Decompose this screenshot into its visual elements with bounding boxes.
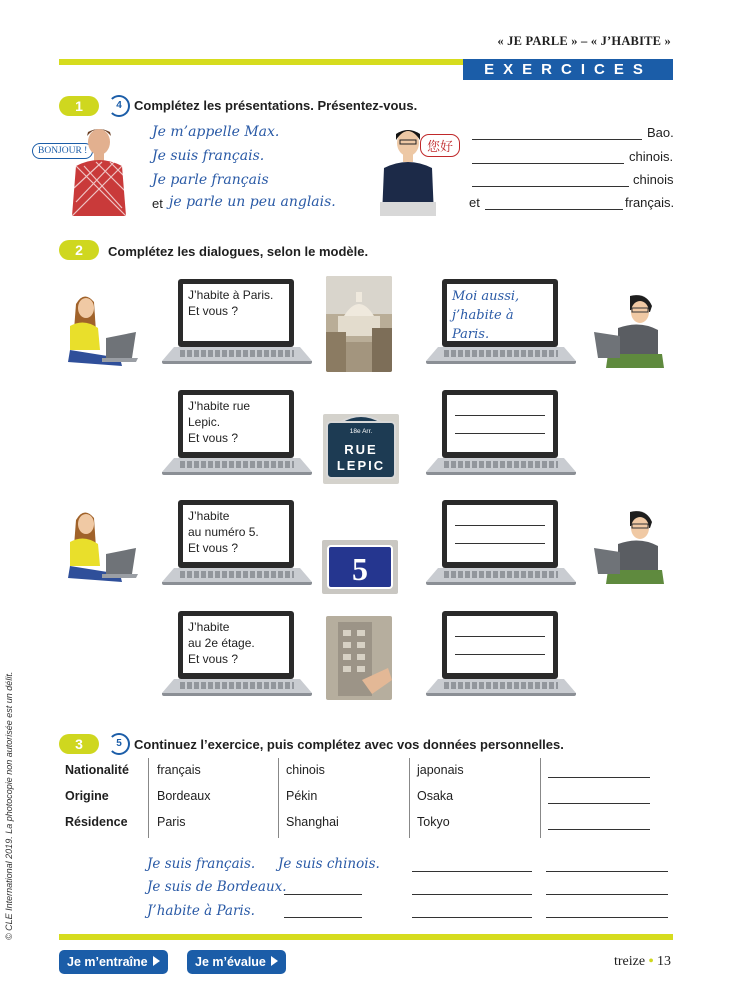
answer-line[interactable] bbox=[455, 526, 545, 544]
table-divider bbox=[278, 758, 279, 838]
table-divider bbox=[148, 758, 149, 838]
page-number-value: 13 bbox=[657, 954, 671, 969]
cell: Osaka bbox=[417, 789, 454, 803]
laptop-left-1 bbox=[162, 279, 312, 369]
answer-line[interactable] bbox=[455, 416, 545, 434]
answer-line[interactable] bbox=[455, 508, 545, 526]
cell: Paris bbox=[157, 815, 186, 829]
exercise-1-number: 1 bbox=[59, 96, 99, 116]
chapter-title: « JE PARLE » – « J’HABITE » bbox=[497, 34, 671, 48]
plate-number-text: 5 bbox=[352, 551, 368, 587]
row-label: Origine bbox=[65, 789, 109, 803]
example-sentence: Je suis français. bbox=[147, 856, 256, 872]
example-sentence: Je suis de Bordeaux. bbox=[147, 879, 287, 895]
example-sentence: J’habite à Paris. bbox=[147, 903, 255, 919]
screen-text: J’habite au numéro 5. Et vous ? bbox=[183, 505, 289, 562]
answer-line[interactable] bbox=[548, 829, 650, 830]
exercise-2-instruction: Complétez les dialogues, selon le modèle. bbox=[108, 244, 369, 259]
girl-laptop-illustration bbox=[62, 508, 142, 586]
audio-track-icon[interactable]: 4 bbox=[108, 95, 130, 117]
screen-answer-text: Moi aussi, j’habite à Paris. bbox=[447, 284, 553, 341]
sign-line-1: RUE bbox=[344, 442, 378, 457]
cell: Pékin bbox=[286, 789, 318, 803]
table-row bbox=[65, 815, 665, 839]
button-label: Je m’évalue bbox=[195, 955, 266, 969]
sign-line-2: LEPIC bbox=[336, 458, 386, 473]
laptop-left-3 bbox=[162, 500, 312, 590]
exercise-1-instruction: Complétez les présentations. Présentez-vous. bbox=[134, 98, 418, 113]
table-row bbox=[65, 789, 665, 813]
max-line-1: Je m’appelle Max. bbox=[152, 124, 280, 140]
answer-line[interactable] bbox=[472, 139, 642, 140]
answer-line[interactable] bbox=[546, 894, 668, 895]
rue-lepic-sign bbox=[323, 414, 399, 484]
max-line-3: Je parle français bbox=[152, 172, 269, 188]
play-arrow-icon bbox=[271, 956, 278, 966]
audio-track-icon[interactable]: 5 bbox=[108, 733, 130, 755]
answer-line[interactable] bbox=[412, 917, 532, 918]
exercise-3-number: 3 bbox=[59, 734, 99, 754]
cell: Tokyo bbox=[417, 815, 450, 829]
bao-line-4-prefix: et bbox=[469, 195, 480, 210]
max-line-2: Je suis français. bbox=[152, 148, 265, 164]
header-rule bbox=[59, 59, 463, 65]
laptop-right-3 bbox=[426, 500, 576, 590]
screen-text: J’habite rue Lepic. Et vous ? bbox=[183, 395, 289, 452]
max-photo bbox=[70, 126, 128, 216]
bao-ending-1: Bao. bbox=[647, 125, 674, 140]
je-mentraine-button[interactable] bbox=[59, 950, 168, 974]
screen-text: J’habite au 2e étage. Et vous ? bbox=[183, 616, 289, 673]
answer-line[interactable] bbox=[485, 209, 623, 210]
answer-line[interactable] bbox=[284, 917, 362, 918]
laptop-right-2 bbox=[426, 390, 576, 480]
laptop-left-2 bbox=[162, 390, 312, 480]
example-sentence: Je suis chinois. bbox=[278, 856, 380, 872]
exercise-2-number: 2 bbox=[59, 240, 99, 260]
bao-ending-2: chinois. bbox=[629, 149, 674, 164]
answer-line[interactable] bbox=[284, 894, 362, 895]
boy-laptop-illustration bbox=[588, 292, 668, 372]
sign-top-text: 18e Arr. bbox=[349, 428, 373, 435]
cell: chinois bbox=[286, 763, 325, 777]
exercises-band: EXERCICES bbox=[463, 59, 673, 80]
max-line-4: je parle un peu anglais. bbox=[169, 194, 336, 210]
laptop-left-4 bbox=[162, 611, 312, 701]
table-row bbox=[65, 763, 665, 787]
answer-line[interactable] bbox=[472, 186, 629, 187]
answer-line[interactable] bbox=[412, 871, 532, 872]
row-label: Nationalité bbox=[65, 763, 129, 777]
speech-bubble-bonjour: BONJOUR ! bbox=[32, 143, 93, 159]
cell: Shanghai bbox=[286, 815, 339, 829]
answer-line[interactable] bbox=[548, 777, 650, 778]
cell: Bordeaux bbox=[157, 789, 211, 803]
answer-line[interactable] bbox=[546, 871, 668, 872]
je-mevalue-button[interactable] bbox=[187, 950, 286, 974]
page-word: treize bbox=[614, 954, 646, 969]
exercise-3-instruction: Continuez l’exercice, puis complétez avec vos données personnelles. bbox=[134, 737, 564, 752]
elevator-buttons-photo bbox=[326, 616, 392, 700]
answer-line[interactable] bbox=[455, 637, 545, 655]
copyright-notice: © CLE International 2019. La photocopie non autorisée est un délit. bbox=[4, 671, 14, 940]
answer-line[interactable] bbox=[455, 619, 545, 637]
table-divider bbox=[540, 758, 541, 838]
screen-text: J’habite à Paris. Et vous ? bbox=[183, 284, 289, 341]
row-label: Résidence bbox=[65, 815, 128, 829]
max-line-4-prefix: et bbox=[152, 196, 163, 211]
boy-laptop-illustration bbox=[588, 508, 668, 588]
answer-line[interactable] bbox=[546, 917, 668, 918]
play-arrow-icon bbox=[153, 956, 160, 966]
speech-bubble-nihao: 您好 bbox=[420, 134, 460, 157]
laptop-right-4 bbox=[426, 611, 576, 701]
page-number bbox=[614, 954, 671, 970]
answer-line[interactable] bbox=[455, 398, 545, 416]
answer-line[interactable] bbox=[472, 163, 624, 164]
bao-line-4-end: français. bbox=[625, 195, 675, 210]
footer-rule bbox=[59, 934, 673, 940]
cell: français bbox=[157, 763, 201, 777]
laptop-right-1 bbox=[426, 279, 576, 369]
button-label: Je m’entraîne bbox=[67, 955, 148, 969]
table-divider bbox=[409, 758, 410, 838]
sacre-coeur-photo bbox=[326, 276, 392, 372]
answer-line[interactable] bbox=[412, 894, 532, 895]
answer-line[interactable] bbox=[548, 803, 650, 804]
girl-laptop-illustration bbox=[62, 292, 142, 370]
page-bullet: • bbox=[648, 954, 654, 969]
house-number-plate bbox=[322, 540, 398, 594]
bao-ending-3: chinois bbox=[633, 172, 674, 187]
cell: japonais bbox=[417, 763, 464, 777]
